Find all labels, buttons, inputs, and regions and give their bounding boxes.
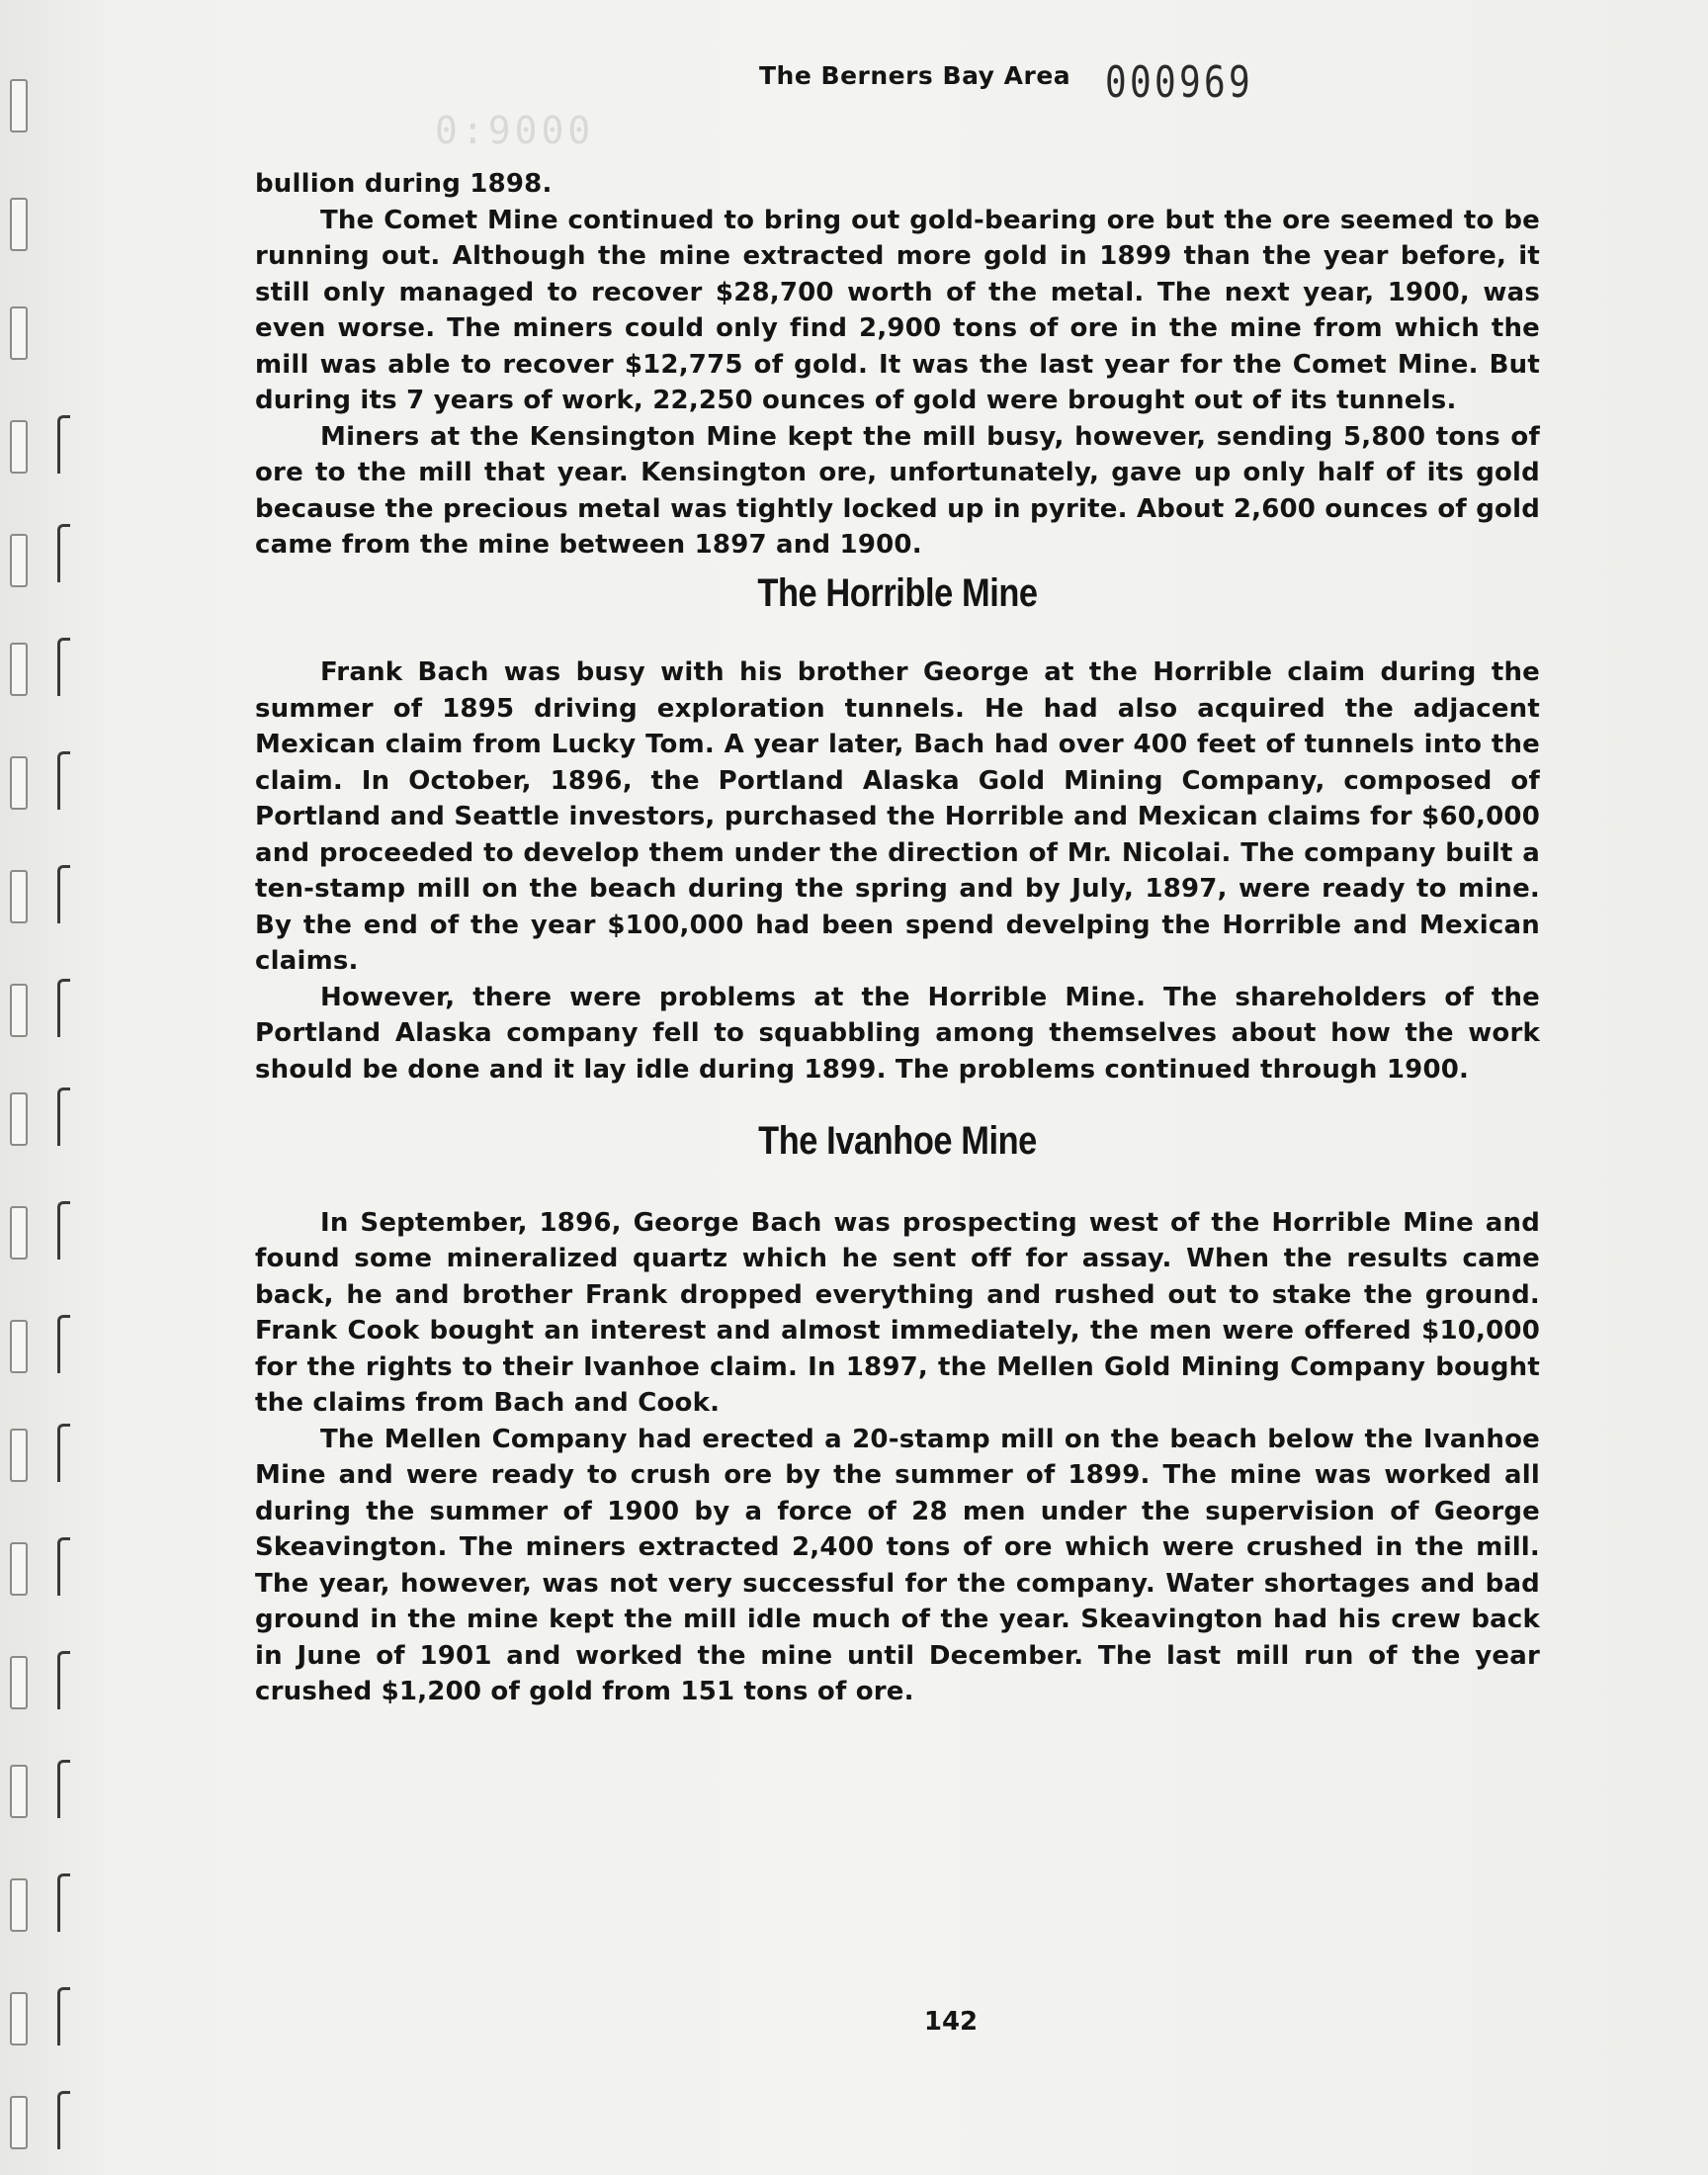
binder-mark (57, 979, 70, 1037)
binder-hole (10, 420, 28, 474)
binder-mark (57, 1873, 70, 1932)
binder-hole (10, 1429, 28, 1482)
paragraph-ivanhoe-2: The Mellen Company had erected a 20-stamp mill on the beach below the Ivanhoe Mine and were ready to crush ore by the summer of 1899. The mine was worked all during the summer of 1900 by a force of 28 men under the supervision of George Skeavington. The miners extracted 2,400 tons of ore which were crushed in the mill. The year, however, was not very successful for the company. Water shortages and bad ground in the mine kept the mill idle much of the year. Skeavington had his crew back in June of 1901 and worked the mine until December. The last mill run of the year crushed $1,200 of gold from 151 tons of ore. (255, 1424, 1540, 1706)
binder-mark (57, 1760, 70, 1818)
binder-mark (57, 1201, 70, 1260)
binder-hole (10, 1206, 28, 1260)
document-stamp-number: 000969 (1105, 57, 1254, 108)
binder-mark (57, 638, 70, 696)
binder-mark (57, 1651, 70, 1709)
binder-mark (57, 1315, 70, 1373)
binder-mark (57, 1088, 70, 1146)
page-body (255, 166, 1540, 1710)
binder-mark (57, 2091, 70, 2149)
binder-hole (10, 1320, 28, 1373)
binder-mark (57, 865, 70, 923)
heading-horrible-mine: The Horrible Mine (757, 570, 1038, 615)
binder-mark (57, 751, 70, 810)
paragraph-horrible-2: However, there were problems at the Horrible Mine. The shareholders of the Portland Alaska company fell to squabbling among themselves about how the work should be done and it lay idle during 1899. The problems continued through 1900. (255, 982, 1540, 1085)
binder-hole (10, 870, 28, 923)
binder-mark (57, 415, 70, 474)
binder-hole (10, 534, 28, 587)
binder-hole (10, 1092, 28, 1146)
binder-mark (57, 1537, 70, 1596)
binder-hole (10, 1542, 28, 1596)
binder-hole (10, 1656, 28, 1709)
binder-mark (57, 524, 70, 582)
page-number: 142 (923, 2007, 979, 2037)
ghost-stamp: 0:9000 (435, 109, 595, 152)
binder-hole (10, 306, 28, 360)
paragraph-comet-mine: The Comet Mine continued to bring out gold-bearing ore but the ore seemed to be running out. Although the mine extracted more gold in 1899 than the year before, it still only managed to recover $28,700 worth of the metal. The next year, 1900, was even worse. The miners could only find 2,900 tons of ore in the mine from which the mill was able to recover $12,775 of gold. It was the last year for the Comet Mine. But during its 7 years of work, 22,250 ounces of gold were brought out of its tunnels. (255, 205, 1540, 415)
binder-hole (10, 643, 28, 696)
binder-hole (10, 1878, 28, 1932)
binder-hole (10, 756, 28, 810)
paragraph-kensington-mine: Miners at the Kensington Mine kept the mill busy, however, sending 5,800 tons of ore to the mill that year. Kensington ore, unfortunately, gave up only half of its gold because the precious metal was tightly locked up in pyrite. About 2,600 ounces of gold came from the mine between 1897 and 1900. (255, 421, 1540, 560)
binder-hole (10, 198, 28, 251)
binder-hole (10, 2096, 28, 2149)
binder-hole (10, 79, 28, 132)
paragraph-continuation: bullion during 1898. (255, 169, 553, 199)
binder-hole (10, 1765, 28, 1818)
paragraph-horrible-1: Frank Bach was busy with his brother George at the Horrible claim during the summer of 1895 driving exploration tunnels. He had also acquired the adjacent Mexican claim from Lucky Tom. A year later, Bach had over 400 feet of tunnels into the claim. In October, 1896, the Portland Alaska Gold Mining Company, composed of Portland and Seattle investors, purchased the Horrible and Mexican claims for $60,000 and proceeded to develop them under the direction of Mr. Nicolai. The company built a ten-stamp mill on the beach during the spring and by July, 1897, were ready to mine. By the end of the year $100,000 had been spend develping the Horrible and Mexican claims. (255, 657, 1540, 976)
heading-ivanhoe-mine: The Ivanhoe Mine (758, 1119, 1037, 1163)
paragraph-ivanhoe-1: In September, 1896, George Bach was prospecting west of the Horrible Mine and found some mineralized quartz which he sent off for assay. When the results came back, he and brother Frank dropped everything and rushed out to stake the ground. Frank Cook bought an interest and almost immediately, the men were offered $10,000 for the rights to their Ivanhoe claim. In 1897, the Mellen Gold Mining Company bought the claims from Bach and Cook. (255, 1207, 1540, 1418)
binder-holes (0, 59, 89, 2175)
binder-mark (57, 1424, 70, 1482)
running-header: The Berners Bay Area (759, 61, 1071, 90)
binder-hole (10, 984, 28, 1037)
